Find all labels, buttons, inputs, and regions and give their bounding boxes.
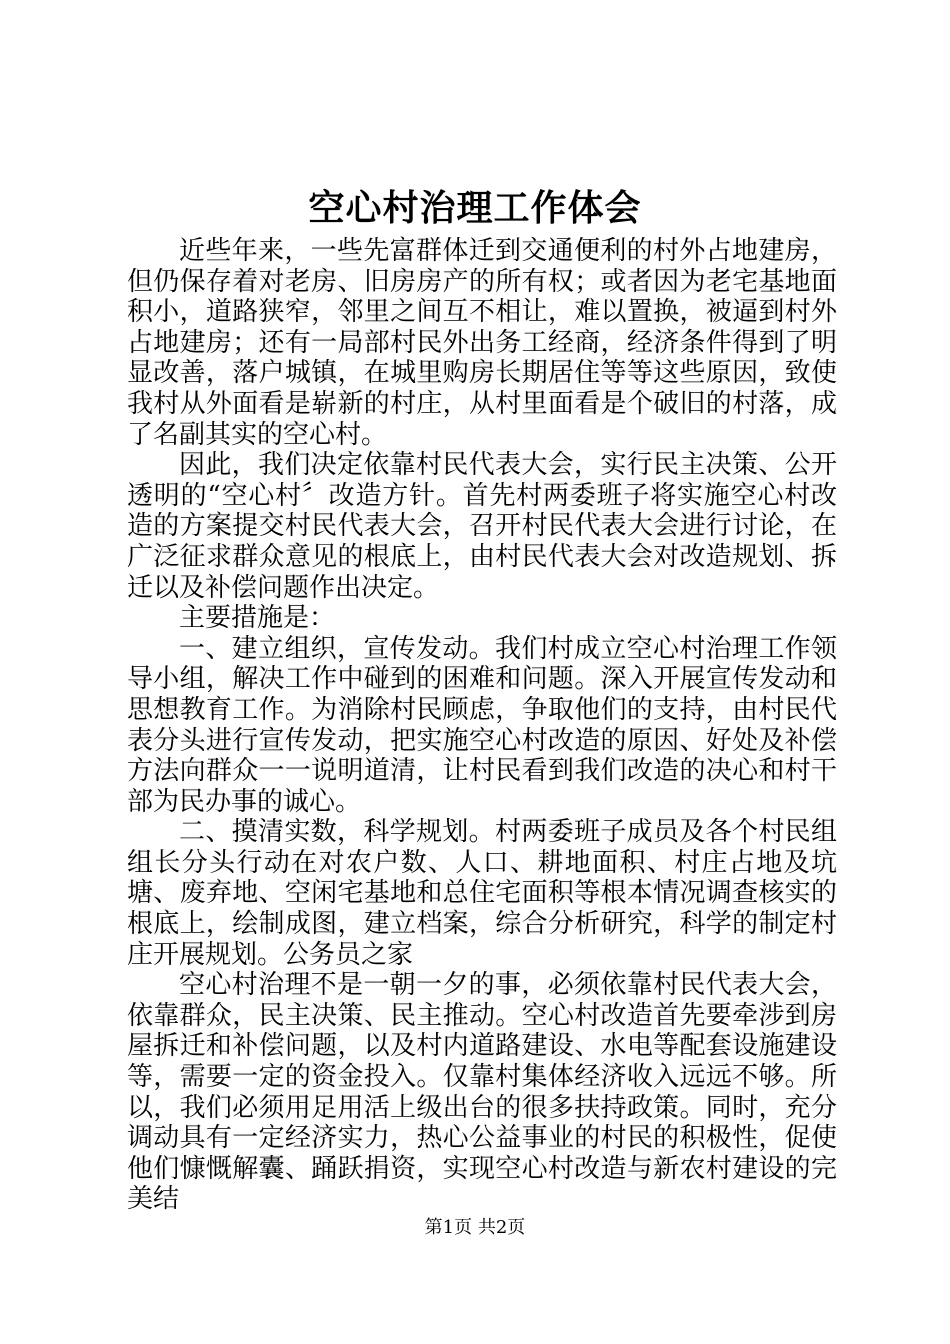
paragraph: 空心村治理不是一朝一夕的事，必须依靠村民代表大会，依靠群众，民主决策、民主推动。空心村改造首先要牵涉到房屋拆迁和补偿问题，以及村内道路建设、水电等配套设施建设等，需要一定的资金投入。仅靠村集体经济收入远远不够。所以，我们必须用足用活上级出台的很多扶持政策。同时，充分调动具有一定经济实力，热心公益事业的村民的积极性，促使他们慷慨解囊、踊跃捐资，实现空心村改造与新农村建设的完美结: [127, 970, 837, 1215]
paragraph: 一、建立组织，宣传发动。我们村成立空心村治理工作领导小组，解决工作中碰到的困难和问题。深入开展宣传发动和思想教育工作。为消除村民顾虑，争取他们的支持，由村民代表分头进行宣传发动，把实施空心村改造的原因、好处及补偿方法向群众一一说明道清，让村民看到我们改造的决心和村干部为民办事的诚心。: [127, 633, 837, 817]
paragraph: 近些年来，一些先富群体迁到交通便利的村外占地建房，但仍保存着对老房、旧房房产的所有权；或者因为老宅基地面积小，道路狭窄，邻里之间互不相让，难以置换，被逼到村外占地建房；还有一局部村民外出务工经商，经济条件得到了明显改善，落户城镇，在城里购房长期居住等等这些原因，致使我村从外面看是崭新的村庄，从村里面看是个破旧的村落，成了名副其实的空心村。: [127, 236, 837, 450]
paragraph: 二、摸清实数，科学规划。村两委班子成员及各个村民组组长分头行动在对农户数、人口、耕地面积、村庄占地及坑塘、废弃地、空闲宅基地和总住宅面积等根本情况调查核实的根底上，绘制成图，建立档案，综合分析研究，科学的制定村庄开展规划。公务员之家: [127, 817, 837, 970]
page-number-footer: 第1页 共2页: [424, 1217, 526, 1238]
document-body: [127, 236, 837, 1215]
document-title: 空心村治理工作体会: [308, 187, 642, 229]
paragraph: 因此，我们决定依靠村民代表大会，实行民主决策、公开透明的“空心村〞改造方针。首先村两委班子将实施空心村改造的方案提交村民代表大会，召开村民代表大会进行讨论，在广泛征求群众意见的根底上，由村民代表大会对改造规划、拆迁以及补偿问题作出决定。: [127, 450, 837, 603]
paragraph: 主要措施是：: [179, 603, 336, 634]
